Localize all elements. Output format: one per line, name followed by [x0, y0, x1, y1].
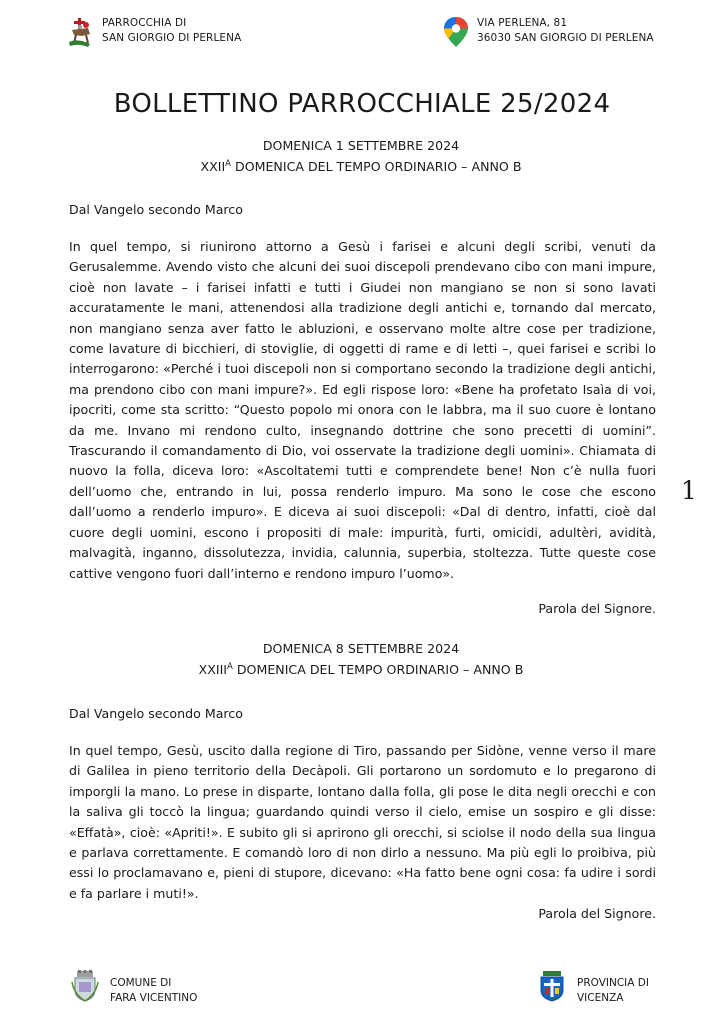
comune-line-1: COMUNE DI [110, 977, 172, 989]
comune-footer [70, 970, 197, 1006]
provincia-line-2: VICENZA [577, 992, 624, 1004]
provincia-crest-icon [537, 970, 567, 1002]
section-1-gospel-text: In quel tempo, si riunirono attorno a Gesù i farisei e alcuni degli scribi, venuti da Gerusalemme. Avendo visto che alcuni dei suoi discepoli prendevano cibo con mani impure, cioè non lavate – i farisei infatti e tutti i Giudei non mangiano se non si sono lavati accuratamente le mani, attenendosi alla tradizione degli antichi e, tornando dal mercato, non mangiano senza aver fatto le abluzioni, e osservano molte altre cose per tradizione, come lavature di bicchieri, di stoviglie, di oggetti di rame e di letti –, quei farisei e scribi lo interrogarono: «Perché i tuoi discepoli non si comportano secondo la tradizione degli antichi, ma prendono cibo con mani impure?». Ed egli rispose loro: «Bene ha profetato Isaìa di voi, ipocriti, come sta scritto: “Questo popolo mi onora con le labbra, ma il suo cuore è lontano da me. Invano mi rendono culto, insegnando dottrine che sono precetti di uomini”. Trascurando il comandamento di Dio, voi osservate la tradizione degli uomini». Chiamata di nuovo la folla, diceva loro: «Ascoltatemi tutti e comprendete bene! Non c’è nulla fuori dell’uomo che, entrando in lui, possa renderlo impuro. Ma sono le cose che escono dall’uomo a renderlo impuro». E diceva ai suoi discepoli: «Dal di dentro, infatti, cioè dal cuore degli uomini, escono i propositi di male: impurità, furti, omicidi, adultèri, avidità, malvagità, inganno, dissolutezza, invidia, calunnia, superbia, stoltezza. Tutte queste cose cattive vengono fuori dall’interno e rendono impuro l’uomo». [69, 239, 656, 581]
section-2-date: DOMENICA 8 SETTEMBRE 2024 [262, 641, 460, 656]
section-1-sunday: $XXII^A$ DOMENICA DEL TEMPO ORDINARIO – ANNO B [200, 159, 522, 174]
section-1-intro: Dal Vangelo secondo Marco [69, 202, 243, 217]
bulletin-title: BOLLETTINO PARROCCHIALE 25/2024 [113, 89, 611, 120]
section-2-closing: Parola del Signore. [538, 906, 656, 921]
parish-line-1: PARROCCHIA DI [102, 17, 187, 29]
section-2-heading [66, 640, 656, 679]
provincia-footer [537, 970, 649, 1006]
comune-crest-icon [70, 970, 100, 1002]
provincia-line-1: PROVINCIA DI [577, 977, 649, 989]
address-line-1: VIA PERLENA, 81 [477, 17, 568, 29]
section-2-intro: Dal Vangelo secondo Marco [69, 706, 243, 721]
comune-line-2: FARA VICENTINO [110, 992, 198, 1004]
address-header [441, 16, 654, 48]
map-pin-icon [441, 16, 471, 48]
section-1-date: DOMENICA 1 SETTEMBRE 2024 [262, 138, 460, 153]
section-2-sunday: $XXIII^A$ DOMENICA DEL TEMPO ORDINARIO – ANNO B [198, 662, 524, 677]
section-1-closing: Parola del Signore. [538, 601, 656, 616]
page-number: 1 [681, 476, 697, 505]
section-1-heading [66, 137, 656, 176]
section-2-gospel-text: In quel tempo, Gesù, uscito dalla regione di Tiro, passando per Sidòne, venne verso il mare di Galilea in pieno territorio della Decàpoli. Gli portarono un sordomuto e lo pregarono di imporgli la mano. Lo prese in disparte, lontano dalla folla, gli pose le dita negli orecchi e con la saliva gli toccò la lingua; guardando quindi verso il cielo, emise un sospiro e gli disse: «Effatà», cioè: «Apriti!». E subito gli si aprirono gli orecchi, si sciolse il nodo della sua lingua e parlava correttamente. E comandò loro di non dirlo a nessuno. Ma più egli lo proibiva, più essi lo proclamavano e, pieni di stupore, dicevano: «Ha fatto bene ogni cosa: fa udire i sordi e fa parlare i muti!». [69, 743, 656, 901]
st-george-dragon-icon [66, 16, 96, 48]
parish-header [66, 16, 241, 48]
address-line-2: 36030 SAN GIORGIO DI PERLENA [477, 32, 654, 44]
parish-line-2: SAN GIORGIO DI PERLENA [102, 32, 242, 44]
